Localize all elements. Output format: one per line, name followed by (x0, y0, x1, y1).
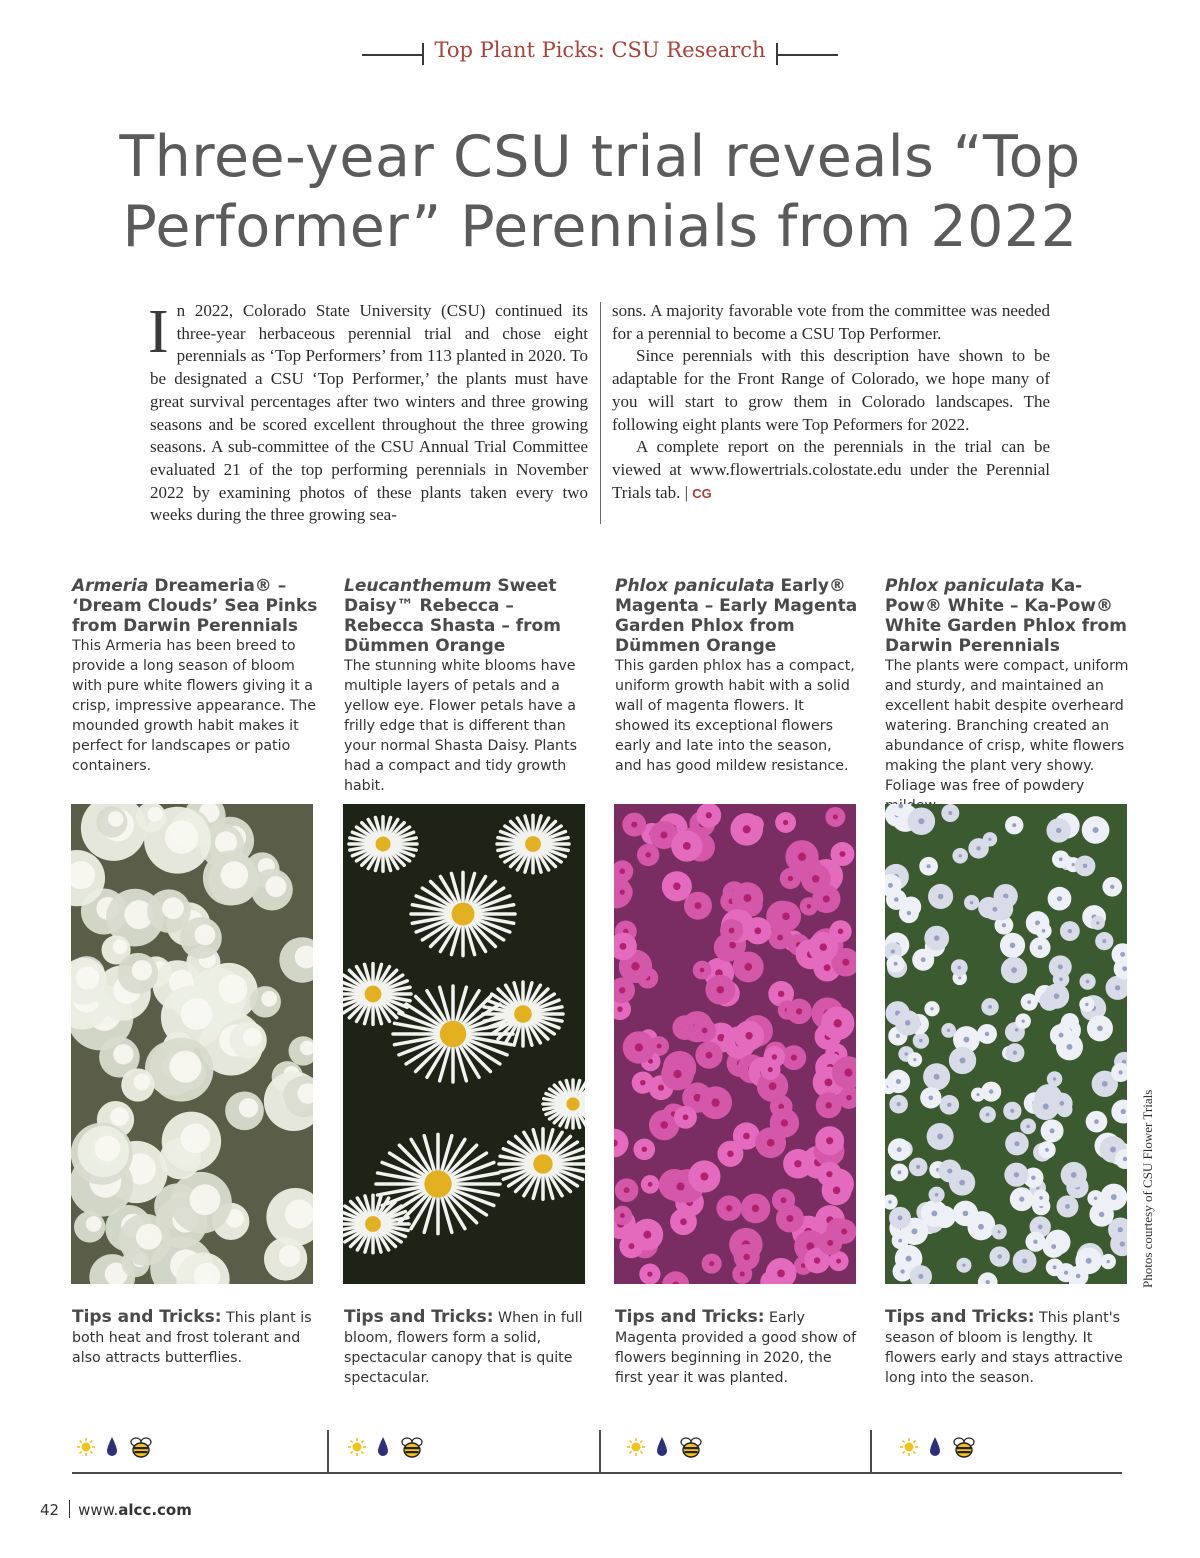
tips-text: This plant's season of bloom is lengthy. It flowers early and stays attractive long into the season. (885, 1310, 1123, 1386)
phlox-white-photo (885, 804, 1127, 1284)
tips-text: Early Magenta provided a good show of flowers beginning in 2020, the first year it was planted. (615, 1310, 857, 1386)
water-drop-icon (656, 1436, 668, 1463)
care-icons-1 (76, 1436, 154, 1462)
sun-icon (626, 1437, 646, 1462)
leucanthemum-photo (343, 804, 585, 1284)
footer-divider (69, 1500, 70, 1518)
intro-paragraph-last: A complete report on the perennials in the trial can be viewed at www.flowertrials.colostate.edu under the Perennial Trials tab. | CG (612, 437, 1050, 502)
plant-scientific-name: Armeria (72, 576, 149, 596)
tips-label: Tips and Tricks: (885, 1307, 1035, 1327)
care-icons-3 (626, 1436, 704, 1462)
intro-column-left (150, 300, 588, 527)
bee-icon (399, 1435, 425, 1464)
column-separator (870, 1430, 872, 1474)
plant-common-name: Sweet Daisy™ Rebecca – Rebecca Shasta – from Dümmen Orange (344, 576, 561, 656)
tips-1 (72, 1307, 318, 1368)
column-divider (600, 302, 601, 524)
phlox-magenta-graphic (614, 804, 856, 1284)
water-drop-icon (106, 1436, 118, 1463)
plant-scientific-name: Phlox paniculata (885, 576, 1045, 596)
phlox-white-graphic (885, 804, 1127, 1284)
armeria-photo (71, 804, 313, 1284)
plant-title (344, 576, 590, 656)
phlox-magenta-photo (614, 804, 856, 1284)
plant-description: This Armeria has been breed to provide a long season of bloom with pure white flowers giving it a crisp, impressive appearance. The mounded growth habit makes it perfect for landscapes or patio containers. (72, 638, 316, 774)
headline: Three-year CSU trial reveals “Top Performer” Perennials from 2022 (119, 124, 1081, 260)
intro-column-right (612, 300, 1050, 505)
site-prefix: www. (78, 1501, 119, 1519)
intro-paragraph: Since perennials with this description have shown to be adaptable for the Front Range of Colorado, we hope many of you will start to grow them in Colorado landscapes. The following eight plants were Top Peformers for 2022. (612, 346, 1050, 434)
tips-2 (344, 1307, 590, 1388)
page-footer (40, 1500, 192, 1521)
water-drop-icon (377, 1436, 389, 1463)
site-domain: alcc.com (118, 1501, 192, 1519)
water-drop-icon (929, 1436, 941, 1463)
bottom-rule (72, 1472, 1122, 1474)
tips-text: This plant is both heat and frost tolerant and also attracts butterflies. (72, 1310, 312, 1366)
plant-title (72, 576, 318, 636)
plant-common-name: Ka-Pow® White – Ka-Pow® White Garden Phlox from Darwin Perennials (885, 576, 1127, 656)
bee-icon (951, 1435, 977, 1464)
tips-label: Tips and Tricks: (615, 1307, 765, 1327)
tips-label: Tips and Tricks: (72, 1307, 222, 1327)
author-signoff: CG (692, 485, 712, 501)
daisy-graphic (343, 804, 585, 1284)
plant-title (885, 576, 1131, 656)
plant-common-name: Early® Magenta – Early Magenta Garden Phlox from Dümmen Orange (615, 576, 858, 656)
intro-paragraph: n 2022, Colorado State University (CSU) continued its three-year herbaceous perennial trial and chose eight perennials as ‘Top Performers’ from 113 planted in 2020. To be designated a CSU ‘Top Performer,’ the plants must have great survival percentages after two winters and three growing seasons and be scored excellent throughout the three growing seasons. A sub-committee of the CSU Annual Trial Committee evaluated 21 of the top performing perennials in November 2022 by examining photos of these plants taken every two weeks during the three growing sea- (150, 301, 588, 525)
bee-icon (678, 1435, 704, 1464)
plant-entry-2 (344, 576, 590, 796)
sun-icon (347, 1437, 367, 1462)
plant-common-name: Dreameria® – ‘Dream Clouds’ Sea Pinks from Darwin Perennials (72, 576, 318, 636)
plant-description: The plants were compact, uniform and sturdy, and maintained an excellent habit despite overheard watering. Branching created an abundance of crisp, white flowers making the plant very showy. Foliage was free of powdery (885, 658, 1129, 794)
flower-cluster-graphic (71, 804, 313, 1284)
photo-credit: Photos courtesy of CSU Flower Trials (1140, 1089, 1155, 1288)
column-separator (327, 1430, 329, 1474)
tips-3 (615, 1307, 861, 1388)
tips-text: When in full bloom, flowers form a solid, spectacular canopy that is quite spectacular. (344, 1310, 583, 1386)
sun-icon (899, 1437, 919, 1462)
plant-scientific-name: Leucanthemum (344, 576, 492, 596)
column-separator (599, 1430, 601, 1474)
tips-4 (885, 1307, 1131, 1388)
drop-cap: I (148, 298, 169, 366)
plant-title (615, 576, 861, 656)
plant-description: This garden phlox has a compact, uniform growth habit with a solid wall of magenta flowers. It showed its exceptional flowers early and late into the season, and has good mildew resistance. (615, 658, 855, 774)
kicker-text: Top Plant Picks: CSU Research (434, 38, 766, 62)
bee-icon (128, 1435, 154, 1464)
plant-entry-3 (615, 576, 861, 776)
intro-report-text: A complete report on the perennials in the trial can be viewed at www.flowertrials.colostate.edu under the Perennial Trials tab. (612, 437, 1050, 502)
care-icons-2 (347, 1436, 425, 1462)
sun-icon (76, 1437, 96, 1462)
page-number: 42 (40, 1501, 60, 1519)
plant-entry-1 (72, 576, 318, 776)
care-icons-4 (899, 1436, 977, 1462)
tips-label: Tips and Tricks: (344, 1307, 494, 1327)
kicker-rule-right (776, 54, 838, 56)
section-kicker (0, 38, 1200, 70)
plant-scientific-name: Phlox paniculata (615, 576, 775, 596)
intro-paragraph-continued: sons. A majority favorable vote from the committee was needed for a perennial to become a CSU Top Performer. (612, 301, 1050, 343)
plant-description: The stunning white blooms have multiple layers of petals and a yellow eye. Flower petals have a frilly edge that is different than your normal Shasta Daisy. Plants had a compact and tidy growth habit. (344, 658, 577, 794)
plant-entry-4 (885, 576, 1131, 816)
